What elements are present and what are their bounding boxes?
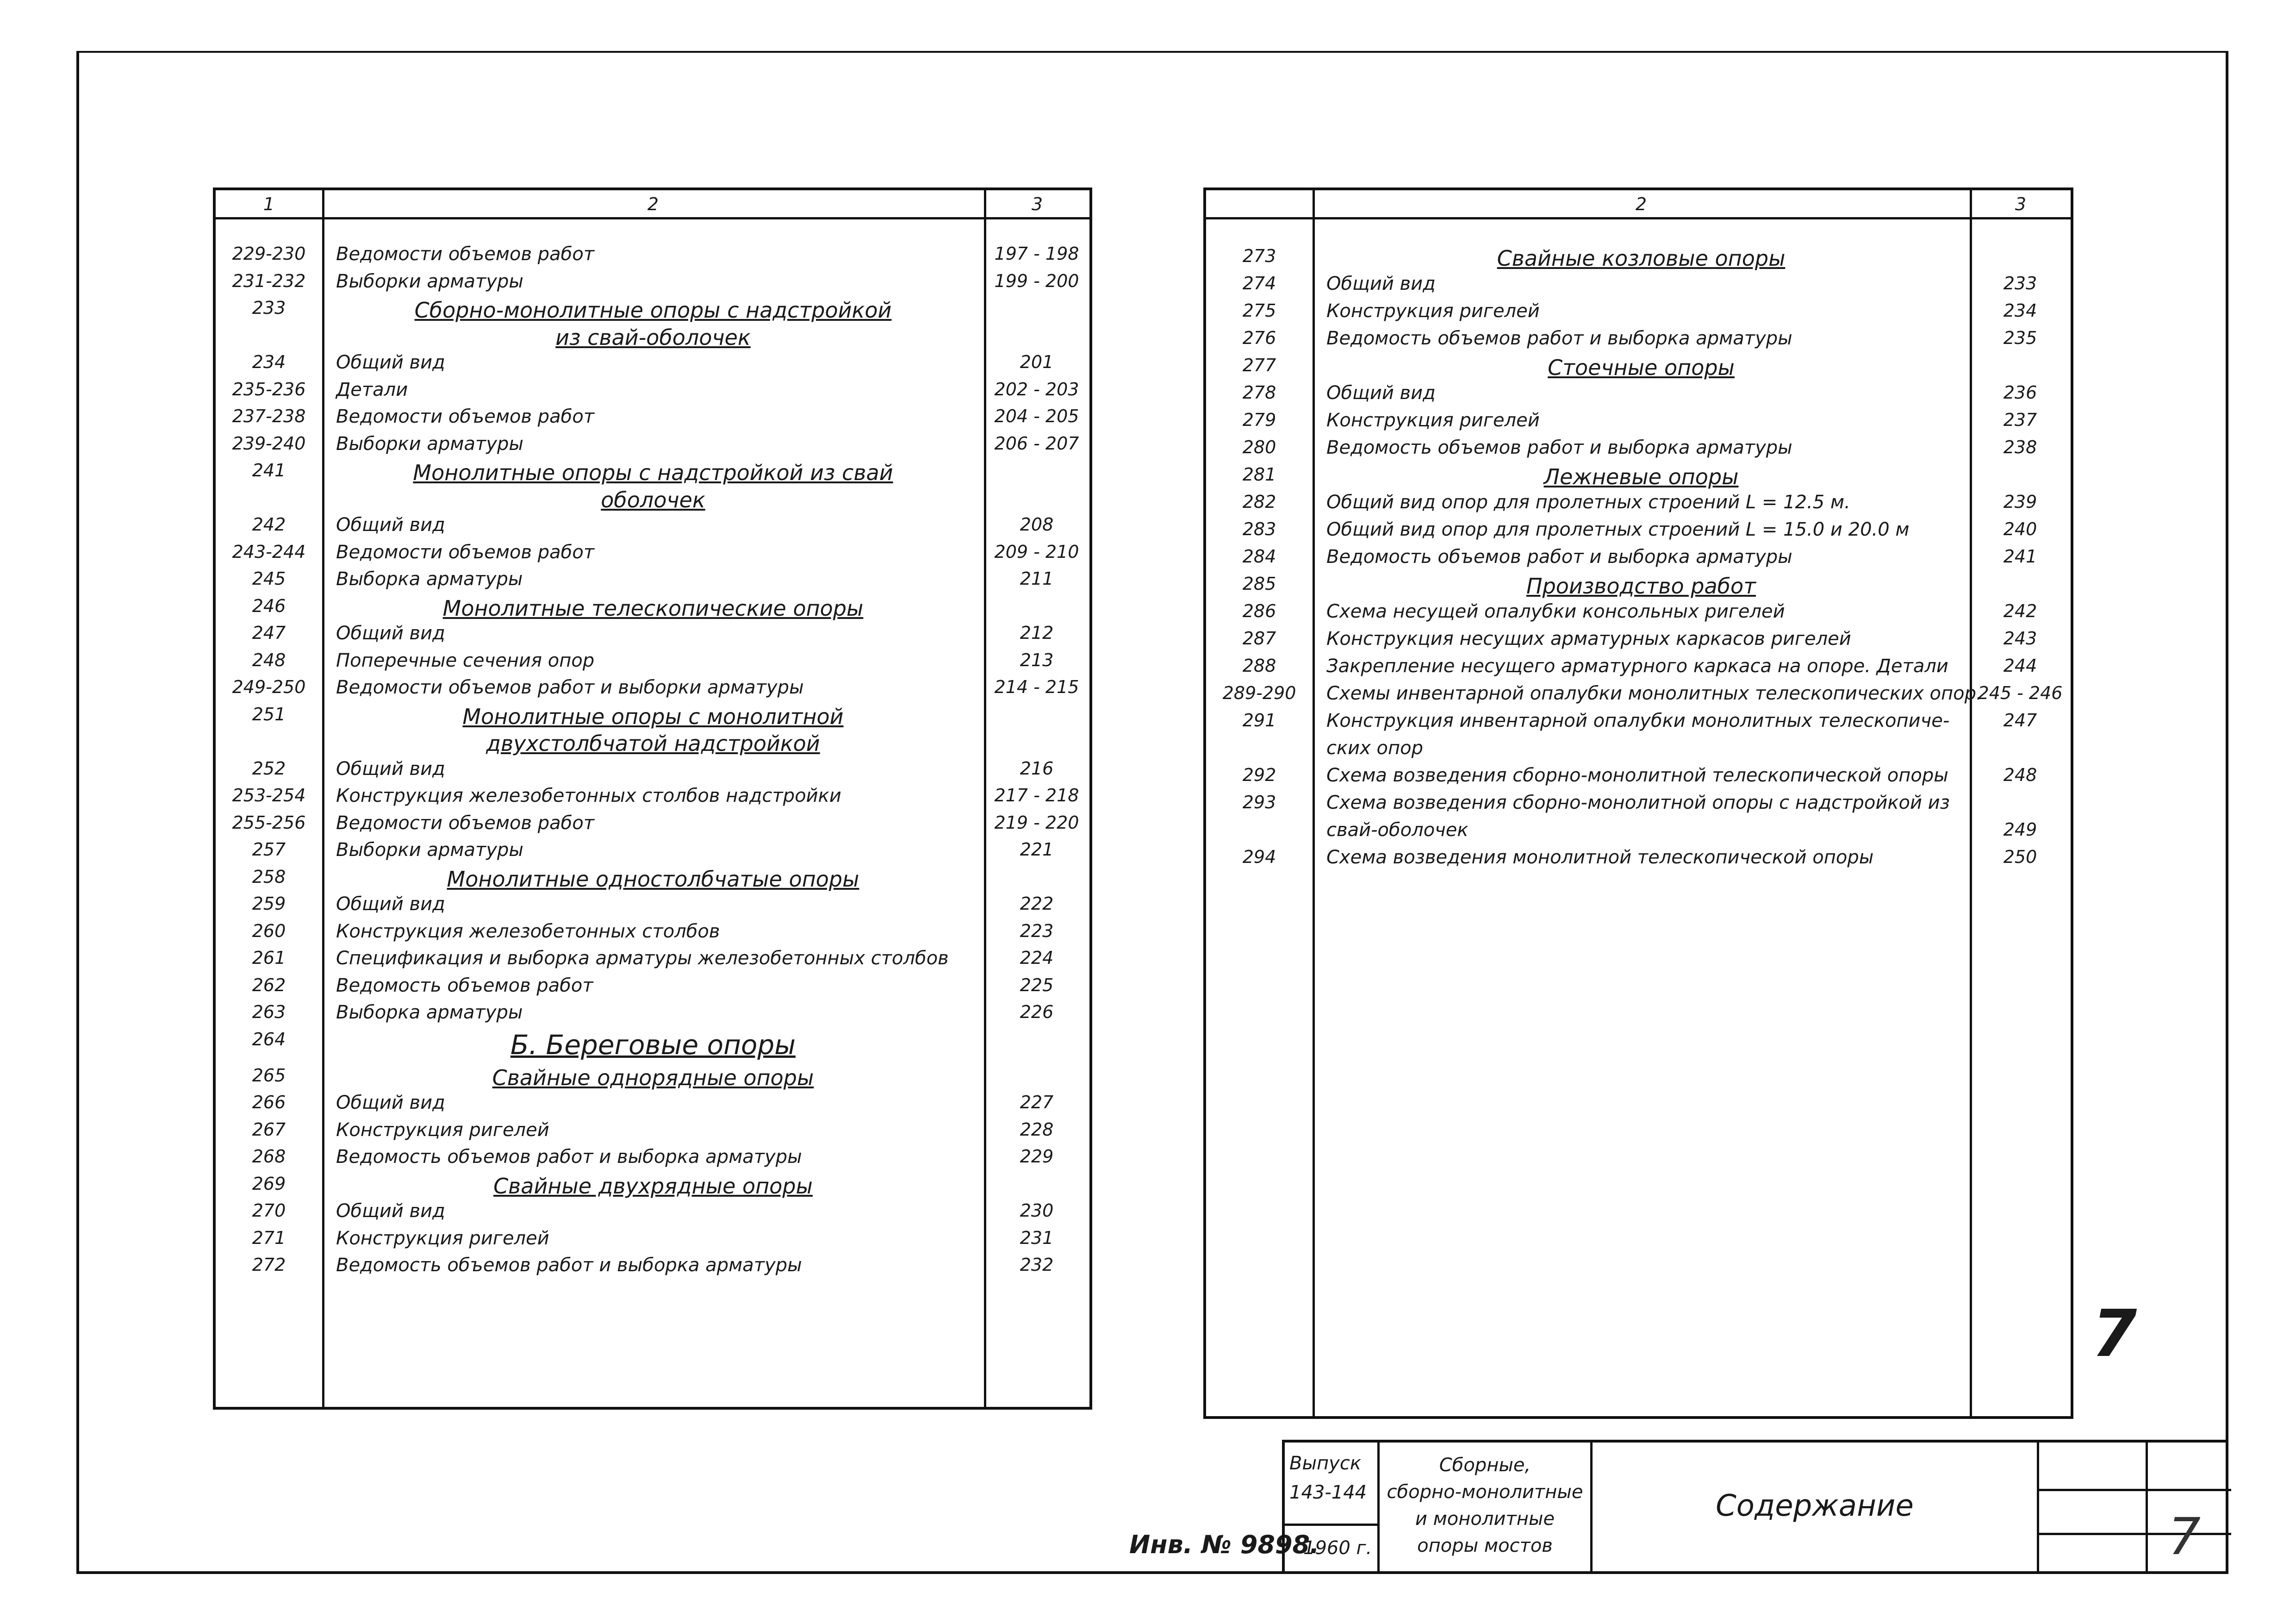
column-header-3: 3 (2015, 194, 2027, 214)
page-number-cell: 241 (2003, 546, 2037, 567)
sheet-number-cell: 251 (252, 704, 286, 725)
page-number-cell: 232 (1020, 1255, 1054, 1275)
signature-grid (2039, 1443, 2231, 1574)
sheet-number-cell: 277 (1242, 355, 1276, 375)
table-row (216, 704, 1089, 731)
page-number-cell: 202 - 203 (994, 379, 1079, 400)
entry-title: Ведомость объемов работ и выборка арматуры (1326, 328, 1792, 349)
sheet-number-cell: 293 (1242, 792, 1276, 812)
entry-title: Выборки арматуры (336, 433, 523, 455)
table-row (216, 1119, 1089, 1146)
sheet-number-cell: 242 (252, 514, 286, 535)
section-heading: оболочек (601, 487, 705, 512)
table-row (1206, 601, 2071, 628)
table-row (1206, 300, 2071, 327)
entry-title: Выборки арматуры (336, 839, 523, 861)
entry-title: Конструкция несущих арматурных каркасов ригелей (1326, 628, 1851, 650)
table-row (216, 1174, 1089, 1200)
table-row (216, 244, 1089, 270)
sheet-number-cell: 280 (1242, 437, 1276, 457)
sheet-number-cell: 235-236 (232, 379, 306, 400)
table-row (216, 677, 1089, 704)
page-number-cell: 211 (1020, 568, 1054, 589)
issue-separator (1285, 1524, 1377, 1526)
page-number-cell: 238 (2003, 437, 2037, 457)
sheet-number-cell: 261 (252, 948, 286, 968)
title-cell (1593, 1443, 2039, 1574)
table-row (216, 948, 1089, 974)
table-row (1206, 519, 2071, 546)
page-number-cell: 243 (2003, 628, 2037, 649)
sheet-number-cell: 258 (252, 866, 286, 887)
table-row (1206, 382, 2071, 409)
page-number-cell: 219 - 220 (994, 812, 1079, 833)
table-row (216, 839, 1089, 866)
page-number-cell: 249 (2003, 819, 2037, 840)
table-row (1206, 273, 2071, 300)
header-divider (216, 217, 1089, 219)
entry-title: Ведомость объемов работ и выборка арматуры (336, 1255, 802, 1276)
page-number-cell: 226 (1020, 1002, 1054, 1022)
table-row (216, 758, 1089, 785)
entry-title: Общий вид (336, 893, 445, 915)
entry-title: Выборка арматуры (336, 1002, 523, 1023)
page-number-cell: 239 (2003, 492, 2037, 512)
table-row (1206, 628, 2071, 655)
description-cell (1380, 1443, 1593, 1574)
entry-title: Ведомости объемов работ (336, 244, 595, 265)
page-number-cell: 250 (2003, 847, 2037, 867)
entry-title: Общий вид (336, 1092, 445, 1113)
sheet-number-cell: 272 (252, 1255, 286, 1275)
sheet-number-cell: 237-238 (232, 406, 306, 426)
grid-line (2039, 1533, 2231, 1535)
sheet-number-cell: 255-256 (232, 812, 306, 833)
page-number-cell: 245 - 246 (1978, 683, 2063, 703)
table-row (216, 487, 1089, 514)
table-row (1206, 792, 2071, 819)
sheet-number-cell: 247 (252, 623, 286, 643)
entry-title: Общий вид (336, 514, 445, 536)
sheet-number-cell: 249-250 (232, 677, 306, 697)
grid-line (2146, 1443, 2148, 1574)
page-number-cell: 213 (1020, 650, 1054, 670)
sheet-number-cell: 257 (252, 839, 286, 860)
sheet-number-cell: 275 (1242, 300, 1276, 321)
entry-title: Конструкция ригелей (336, 1119, 549, 1141)
section-heading: Монолитные телескопические опоры (442, 595, 864, 621)
page-number-cell: 221 (1020, 839, 1054, 860)
sheet-number-cell: 264 (252, 1029, 286, 1049)
table-row (216, 867, 1089, 893)
entry-title: ских опор (1326, 737, 1424, 759)
section-heading: Лежневые опоры (1543, 464, 1739, 489)
entry-title: Спецификация и выборка арматуры железобетонных столбов (336, 948, 949, 969)
table-row (216, 542, 1089, 568)
sheet-number-cell: 276 (1242, 328, 1276, 348)
entry-title: Ведомость объемов работ (336, 974, 593, 996)
table-row (1206, 683, 2071, 710)
corner-number: 7 (2168, 1507, 2201, 1566)
table-row (1206, 656, 2071, 682)
table-row (1206, 574, 2071, 600)
entry-title: Конструкция инвентарной опалубки монолитных телескопиче- (1326, 710, 1950, 731)
table-row (1206, 437, 2071, 464)
table-row (1206, 492, 2071, 518)
sheet-number-cell: 294 (1242, 847, 1276, 867)
sheet-number-cell: 260 (252, 920, 286, 941)
sheet-number-cell: 253-254 (232, 785, 306, 806)
page-number-cell: 222 (1020, 893, 1054, 914)
table-row (216, 514, 1089, 541)
sheet-number-cell: 291 (1242, 710, 1276, 731)
sheet-number-cell: 287 (1242, 628, 1276, 649)
entry-title: Выборки арматуры (336, 270, 523, 292)
entry-title: Общий вид (1326, 273, 1436, 294)
sheet-number-cell: 231-232 (232, 270, 306, 291)
entry-title: Схема возведения сборно-монолитной телескопической опоры (1326, 765, 1948, 786)
table-row (1206, 546, 2071, 573)
entry-title: Общий вид (336, 1200, 445, 1222)
table-row (216, 596, 1089, 623)
inventory-number: Инв. № 9898. (1129, 1530, 1319, 1559)
page-number-cell: 229 (1020, 1146, 1054, 1167)
sheet-number-cell: 283 (1242, 519, 1276, 539)
table-row (216, 1200, 1089, 1227)
table-row (216, 271, 1089, 298)
sheet-number-cell: 288 (1242, 656, 1276, 676)
page-number-cell: 199 - 200 (994, 270, 1079, 291)
table-row (1206, 710, 2071, 737)
page-number-cell: 237 (2003, 410, 2037, 430)
table-row (216, 975, 1089, 1002)
sheet-number-cell: 252 (252, 758, 286, 779)
page-number-cell: 248 (2003, 765, 2037, 785)
table-row (216, 298, 1089, 325)
entry-title: Ведомости объемов работ (336, 812, 595, 834)
sheet-number-cell: 245 (252, 568, 286, 589)
table-row (216, 352, 1089, 379)
table-row (1206, 464, 2071, 491)
page-number-cell: 212 (1020, 623, 1054, 643)
entry-title: Схема несущей опалубки консольных ригелей (1326, 601, 1785, 622)
sheet-number-cell: 241 (252, 460, 286, 481)
table-row (216, 785, 1089, 812)
entry-title: Ведомость объемов работ и выборка арматуры (1326, 437, 1792, 458)
page-number-cell: 230 (1020, 1200, 1054, 1221)
section-heading: двухстолбчатой надстройкой (486, 731, 820, 756)
entry-title: Общий вид (336, 623, 445, 644)
page-number-cell: 201 (1020, 352, 1054, 372)
table-row (216, 568, 1089, 595)
table-row (1206, 765, 2071, 792)
entry-title: Схема возведения монолитной телескопической опоры (1326, 847, 1874, 868)
page-number-cell: 206 - 207 (994, 433, 1079, 454)
contents-table-right (1203, 187, 2073, 1419)
page-number-cell: 234 (2003, 300, 2037, 321)
entry-title: Ведомость объемов работ и выборка арматуры (1326, 546, 1792, 568)
sheet-number-cell: 233 (252, 298, 286, 318)
sheet-number-cell: 289-290 (1222, 683, 1296, 703)
page-number-cell: 233 (2003, 273, 2037, 294)
description-line: опоры мостов (1417, 1535, 1553, 1556)
page-number-cell: 224 (1020, 948, 1054, 968)
description-line: Сборные, (1439, 1455, 1531, 1476)
sheet-number-cell: 265 (252, 1065, 286, 1086)
entry-title: Ведомости объемов работ и выборки арматуры (336, 677, 804, 698)
table-row (1206, 847, 2071, 874)
column-header-2: 2 (647, 194, 659, 214)
sheet-number-cell: 271 (252, 1227, 286, 1248)
table-row (1206, 737, 2071, 764)
section-heading: Свайные козловые опоры (1497, 246, 1786, 271)
section-heading: Монолитные опоры с монолитной (462, 704, 844, 729)
table-row (216, 650, 1089, 677)
entry-title: Детали (336, 379, 408, 400)
page-number-cell: 242 (2003, 601, 2037, 621)
table-row (216, 460, 1089, 487)
entry-title: Ведомости объемов работ (336, 406, 595, 427)
sheet-number-cell: 234 (252, 352, 286, 372)
entry-title: свай-оболочек (1326, 819, 1468, 841)
sheet-number-cell: 281 (1242, 464, 1276, 485)
table-row (216, 433, 1089, 460)
page-number-cell: 223 (1020, 920, 1054, 941)
description-line: сборно-монолитные (1387, 1481, 1583, 1503)
sheet-number-cell: 274 (1242, 273, 1276, 294)
page-number-cell: 236 (2003, 382, 2037, 403)
section-heading: Сборно-монолитные опоры с надстройкой (414, 298, 892, 323)
sheet-number-cell: 262 (252, 974, 286, 995)
table-row (216, 379, 1089, 406)
section-heading: Свайные однорядные опоры (492, 1065, 814, 1090)
page-number-cell: 247 (2003, 710, 2037, 731)
table-row (1206, 355, 2071, 382)
entry-title: Схемы инвентарной опалубки монолитных телескопических опор. (1326, 683, 1982, 704)
section-heading: Б. Береговые опоры (510, 1029, 796, 1061)
table-row (216, 1255, 1089, 1281)
sheet-number: 7 (2092, 1296, 2137, 1372)
sheet-number-cell: 269 (252, 1173, 286, 1194)
section-heading: Свайные двухрядные опоры (493, 1173, 813, 1199)
page-number-cell: 225 (1020, 974, 1054, 995)
entry-title: Общий вид опор для пролетных строений L = 12.5 м. (1326, 492, 1850, 513)
table-row (1206, 819, 2071, 846)
table-row (216, 731, 1089, 758)
issue-number: 143-144 (1289, 1482, 1367, 1503)
sheet-number-cell: 273 (1242, 246, 1276, 266)
entry-title: Общий вид (1326, 382, 1436, 404)
sheet-number-cell: 259 (252, 893, 286, 914)
grid-line (2039, 1489, 2231, 1491)
header-divider (1206, 217, 2071, 219)
sheet-number-cell: 292 (1242, 765, 1276, 785)
sheet-number-cell: 266 (252, 1092, 286, 1112)
title-block (1282, 1440, 2228, 1574)
entry-title: Ведомости объемов работ (336, 541, 595, 563)
page-number-cell: 209 - 210 (994, 541, 1079, 562)
entry-title: Конструкция ригелей (336, 1227, 549, 1249)
table-row (216, 1029, 1089, 1061)
sheet-number-cell: 239-240 (232, 433, 306, 454)
entry-title: Общий вид опор для пролетных строений L = 15.0 и 20.0 м (1326, 519, 1910, 540)
description-line: и монолитные (1415, 1508, 1555, 1530)
sheet-number-cell: 248 (252, 650, 286, 670)
table-row (1206, 328, 2071, 355)
page-number-cell: 235 (2003, 328, 2037, 348)
table-row (216, 1228, 1089, 1255)
table-row (216, 1065, 1089, 1092)
section-heading: из свай-оболочек (555, 325, 751, 350)
sheet-number-cell: 285 (1242, 574, 1276, 594)
page-number-cell: 197 - 198 (994, 244, 1079, 264)
issue-year: 1960 г. (1303, 1537, 1372, 1559)
section-heading: Стоечные опоры (1548, 355, 1735, 380)
issue-cell (1285, 1443, 1380, 1574)
sheet-number-cell: 243-244 (232, 541, 306, 562)
page-number-cell: 208 (1020, 514, 1054, 535)
table-row (216, 893, 1089, 920)
page-number-cell: 204 - 205 (994, 406, 1079, 426)
sheet-number-cell: 270 (252, 1200, 286, 1221)
sheet-number-cell: 267 (252, 1119, 286, 1140)
entry-title: Закрепление несущего арматурного каркаса на опоре. Детали (1326, 656, 1948, 677)
page-number-cell: 231 (1020, 1227, 1054, 1248)
section-heading: Производство работ (1526, 574, 1756, 599)
sheet-number-cell: 229-230 (232, 244, 306, 264)
page-number-cell: 240 (2003, 519, 2037, 539)
table-row (216, 921, 1089, 948)
table-row (216, 406, 1089, 433)
issue-label: Выпуск (1289, 1453, 1361, 1474)
sheet-number-cell: 282 (1242, 492, 1276, 512)
entry-title: Ведомость объемов работ и выборка арматуры (336, 1146, 802, 1168)
table-row (1206, 410, 2071, 437)
column-header-3: 3 (1031, 194, 1043, 214)
section-heading: Монолитные опоры с надстройкой из свай (413, 460, 893, 485)
section-heading: Монолитные одностолбчатые опоры (447, 866, 859, 892)
page-number-cell: 214 - 215 (994, 677, 1079, 697)
page-number-cell: 217 - 218 (994, 785, 1079, 806)
page-number-cell: 228 (1020, 1119, 1054, 1140)
page-number-cell: 227 (1020, 1092, 1054, 1112)
entry-title: Конструкция ригелей (1326, 410, 1540, 431)
table-row (216, 1146, 1089, 1173)
table-row (216, 812, 1089, 839)
sheet-number-cell: 279 (1242, 410, 1276, 430)
table-row (216, 325, 1089, 352)
document-title: Содержание (1716, 1489, 1914, 1523)
sheet-number-cell: 286 (1242, 601, 1276, 621)
entry-title: Конструкция ригелей (1326, 300, 1540, 322)
entry-title: Выборка арматуры (336, 568, 523, 590)
entry-title: Поперечные сечения опор (336, 650, 595, 671)
sheet-number-cell: 263 (252, 1002, 286, 1022)
page-number-cell: 216 (1020, 758, 1054, 779)
entry-title: Общий вид (336, 758, 445, 780)
column-header-2: 2 (1635, 194, 1647, 214)
column-header-1: 1 (263, 194, 275, 214)
contents-table-left (213, 187, 1092, 1410)
table-row (216, 1092, 1089, 1119)
entry-title: Конструкция железобетонных столбов надстройки (336, 785, 841, 806)
page-number-cell: 244 (2003, 656, 2037, 676)
entry-title: Конструкция железобетонных столбов (336, 920, 720, 942)
entry-title: Схема возведения сборно-монолитной опоры с надстройкой из (1326, 792, 1950, 813)
table-row (216, 1002, 1089, 1029)
entry-title: Общий вид (336, 352, 445, 373)
sheet-number-cell: 268 (252, 1146, 286, 1167)
sheet-number-cell: 284 (1242, 546, 1276, 567)
table-row (216, 623, 1089, 650)
sheet-number-cell: 246 (252, 595, 286, 616)
table-row (1206, 246, 2071, 273)
sheet-number-cell: 278 (1242, 382, 1276, 403)
